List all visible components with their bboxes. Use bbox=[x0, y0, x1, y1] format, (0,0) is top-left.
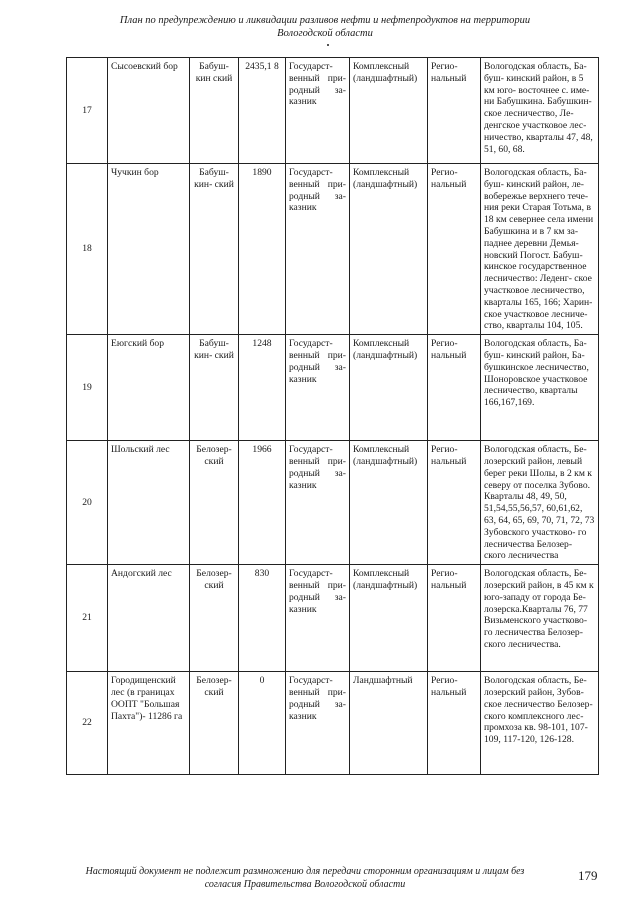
district: Белозер- ский bbox=[190, 672, 239, 775]
status: Государст- венный при- родный за- казник bbox=[286, 164, 350, 335]
profile: Комплексный (ландшафтный) bbox=[350, 164, 428, 335]
location: Вологодская область, Ба- буш- кинский район, в 5 км юго- восточнее с. име- ни Бабушкина. Бабушкин- ское лесничество, Ле- денгское участковое лес- ничество, кварталы 47, 48, 51, 60, 68. bbox=[481, 58, 599, 164]
district: Белозер- ский bbox=[190, 441, 239, 565]
row-number: 21 bbox=[67, 565, 108, 672]
status: Государст- венный при- родный за- казник bbox=[286, 565, 350, 672]
location: Вологодская область, Бе- лозерский район, Зубов- ское лесничество Белозер- ского комплексного лес- промхоза кв. 98-101, 107- 109, 117-120, 126-128. bbox=[481, 672, 599, 775]
location: Вологодская область, Бе- лозерский район, левый берег реки Шолы, в 2 км к северу от поселка Зубово. Кварталы 48, 49, 50, 51,54,55,56,57, 60,61,62, 63, 64, 65, 69, 70, 71, 72, 73 Зубовского участково- го лесничества Белозер- ского лесничества bbox=[481, 441, 599, 565]
status: Государст- венный при- родный за- казник bbox=[286, 58, 350, 164]
table-row bbox=[67, 672, 599, 775]
row-number: 20 bbox=[67, 441, 108, 565]
district: Бабуш- кин- ский bbox=[190, 164, 239, 335]
area-size: 1248 bbox=[239, 335, 286, 441]
table-row bbox=[67, 164, 599, 335]
district: Бабуш- кин- ский bbox=[190, 335, 239, 441]
area-name: Шольский лес bbox=[108, 441, 190, 565]
row-number: 22 bbox=[67, 672, 108, 775]
header-line-2: Вологодской области bbox=[277, 28, 373, 39]
status: Государст- венный при- родный за- казник bbox=[286, 335, 350, 441]
area-name: Андогский лес bbox=[108, 565, 190, 672]
profile: Комплексный (ландшафтный) bbox=[350, 441, 428, 565]
footer-line-2: согласия Правительства Вологодской области bbox=[204, 878, 406, 890]
status: Государст- венный при- родный за- казник bbox=[286, 441, 350, 565]
profile: Комплексный (ландшафтный) bbox=[350, 58, 428, 164]
profile: Комплексный (ландшафтный) bbox=[350, 335, 428, 441]
row-number: 19 bbox=[67, 335, 108, 441]
area-size: 1890 bbox=[239, 164, 286, 335]
area-name: Чучкин бор bbox=[108, 164, 190, 335]
location: Вологодская область, Бе- лозерский район, в 45 км к юго-западу от города Бе- лозерска.Кварталы 76, 77 Визьменского участково- го лесничества Белозер- ского лесничества. bbox=[481, 565, 599, 672]
status: Государст- венный при- родный за- казник bbox=[286, 672, 350, 775]
table-row bbox=[67, 565, 599, 672]
location: Вологодская область, Ба- буш- кинский район, ле- вобережье верхнего тече- ния реки Старая Тотьма, в 18 км севернее села имени Бабушкина и в 7 км за- паднее деревни Демья- новский Погост. Бабуш- кинское государственное лесничество: Леденг- ское участковое лесничество, кварталы 165, 166; Харин- ское участковое лесниче- ство, кварталы 104, 105. bbox=[481, 164, 599, 335]
area-size: 1966 bbox=[239, 441, 286, 565]
significance: Регио- нальный bbox=[428, 672, 481, 775]
scan-speck bbox=[327, 44, 329, 46]
profile: Ландшафтный bbox=[350, 672, 428, 775]
document-header bbox=[60, 14, 590, 40]
profile: Комплексный (ландшафтный) bbox=[350, 565, 428, 672]
significance: Регио- нальный bbox=[428, 441, 481, 565]
area-size: 2435,1 8 bbox=[239, 58, 286, 164]
district: Белозер- ский bbox=[190, 565, 239, 672]
row-number: 17 bbox=[67, 58, 108, 164]
area-name: Еюгский бор bbox=[108, 335, 190, 441]
district: Бабуш- кин ский bbox=[190, 58, 239, 164]
area-size: 0 bbox=[239, 672, 286, 775]
area-name: Сысоевский бор bbox=[108, 58, 190, 164]
header-line-1: План по предупреждению и ликвидации разливов нефти и нефтепродуктов на территории bbox=[119, 15, 531, 26]
row-number: 18 bbox=[67, 164, 108, 335]
table-row bbox=[67, 441, 599, 565]
protected-areas-table bbox=[66, 57, 599, 775]
significance: Регио- нальный bbox=[428, 565, 481, 672]
significance: Регио- нальный bbox=[428, 335, 481, 441]
document-footer bbox=[60, 866, 550, 891]
significance: Регио- нальный bbox=[428, 164, 481, 335]
table-row bbox=[67, 58, 599, 164]
location: Вологодская область, Ба- буш- кинский район, Ба- бушкинское лесничество, Шоноровское участковое лесничество, кварталы 166,167,169. bbox=[481, 335, 599, 441]
table-row bbox=[67, 335, 599, 441]
area-size: 830 bbox=[239, 565, 286, 672]
significance: Регио- нальный bbox=[428, 58, 481, 164]
footer-line-1: Настоящий документ не подлежит размножению для передачи сторонним организациям и лицам без bbox=[85, 866, 525, 877]
page-number: 179 bbox=[578, 868, 598, 883]
area-name: Городищенский лес (в границах ООПТ "Большая Пахта")- 11286 га bbox=[108, 672, 190, 775]
